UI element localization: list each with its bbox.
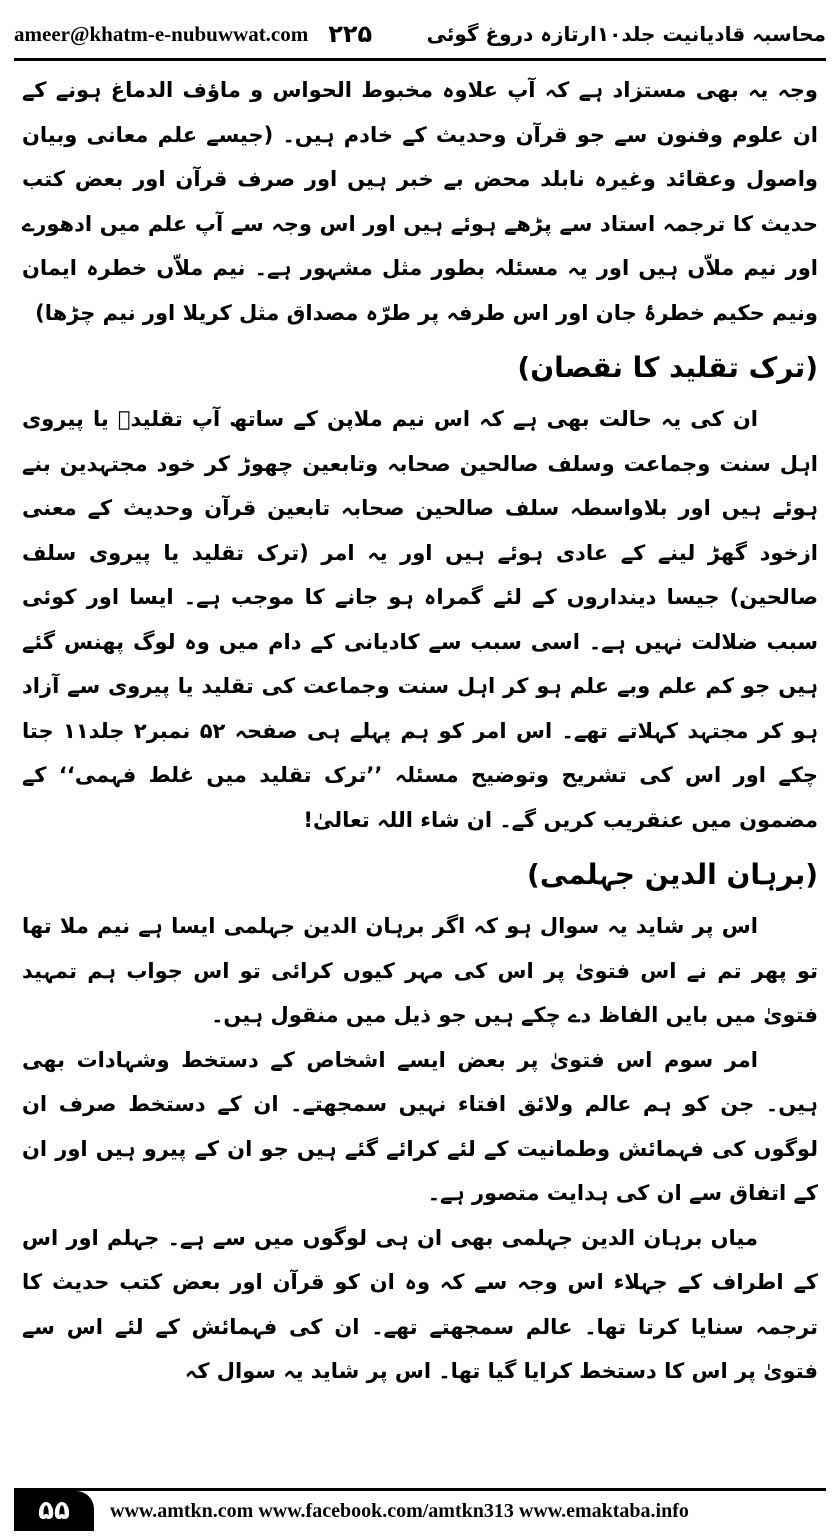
- section-heading-burhan: (برہان الدین جہلمی): [527, 858, 818, 891]
- header-left: [14, 20, 372, 48]
- page-body: [22, 68, 818, 1468]
- header-page-number: ۲۲۵: [328, 20, 373, 48]
- page-footer: [14, 1488, 826, 1531]
- section-heading-taqleed: (ترک تقلید کا نقصان): [517, 351, 818, 384]
- body-paragraph: امر سوم اس فتویٰ پر بعض ایسے اشخاص کے دستخط وشہادات بھی ہیں۔ جن کو ہم عالم ولائق افتاء نہیں سمجھتے۔ ان کے دستخط صرف ان لوگوں کی فہمائش وطمانیت کے لئے کرائے گئے ہیں جو ان کے پیرو ہیں اور ان کے اتفاق سے ان کی ہدایت متصور ہے۔: [22, 1047, 818, 1205]
- body-paragraph: میاں برہان الدین جہلمی بھی ان ہی لوگوں میں سے ہے۔ جہلم اور اس کے اطراف کے جہلاء اس وجہ سے کہ وہ ان کو قرآن اور بعض کتب حدیث کا ترجمہ سنایا کرتا تھا۔ عالم سمجھتے تھے۔ ان کی فہمائش کے لئے اس سے فتویٰ پر اس کا دستخط کرایا گیا تھا۔ اس پر شاید یہ سوال کہ: [22, 1225, 818, 1383]
- body-paragraph: اس پر شاید یہ سوال ہو کہ اگر برہان الدین جہلمی ایسا ہے نیم ملا تھا تو پھر تم نے اس فتویٰ پر اس کی مہر کیوں کرائی تو اس جواب ہم تمہید فتویٰ میں بایں الفاظ دے چکے ہیں جو ذیل میں منقول ہیں۔: [22, 914, 818, 1027]
- body-paragraph: ان کی یہ حالت بھی ہے کہ اس نیم ملاپن کے ساتھ آپ تقلیدؒ یا پیروی اہل سنت وجماعت وسلف صالحین صحابہ وتابعین چھوڑ کر خود مجتہدین بنے ہوئے ہیں اور بلاواسطہ سلف صالحین صحابہ تابعین قرآن وحدیث کے معنی ازخود گھڑ لینے کے عادی ہوئے ہیں اور یہ امر (ترک تقلید یا پیروی سلف صالحین) جیسا دینداروں کے لئے گمراہ ہو جانے کا موجب ہے۔ ایسا اور کوئی سبب ضلالت نہیں ہے۔ اسی سبب سے کادیانی کے دام میں وہ لوگ پھنس گئے ہیں جو کم علم وبے علم ہو کر اہل سنت وجماعت کی تقلید یا پیروی سے آزاد ہو کر مجتہد کہلاتے تھے۔ اس امر کو ہم پہلے ہی صفحہ ۵۲ نمبر۲ جلد۱۱ جتا چکے اور اس کی تشریح وتوضیح مسئلہ ’’ترک تقلید میں غلط فہمی‘‘ کے مضمون میں عنقریب کریں گے۔ ان شاء اللہ تعالیٰ!: [22, 407, 819, 832]
- body-paragraph: وجہ یہ بھی مستزاد ہے کہ آپ علاوہ مخبوط الحواس و ماؤف الدماغ ہونے کے ان علوم وفنون سے جو قرآن وحدیث کے خادم ہیں۔ (جیسے علم معانی وبیان واصول وعقائد وغیرہ نابلد محض بے خبر ہیں اور صرف قرآن اور بعض کتب حدیث کا ترجمہ استاد سے پڑھے ہوئے ہیں اور اس وجہ سے آپ علم میں ادھورے اور نیم ملاّں ہیں اور یہ مسئلہ بطور مثل مشہور ہے۔ نیم ملاّں خطرہ ایمان ونیم حکیم خطرۂ جان اور اس طرفہ پر طرّہ مصداق مثل کریلا اور نیم چڑھا): [22, 78, 818, 325]
- header-email: ameer@khatm-e-nubuwwat.com: [14, 21, 309, 46]
- page-header: [14, 10, 826, 61]
- footer-links: www.amtkn.com www.facebook.com/amtkn313 www.emaktaba.info: [110, 1499, 689, 1522]
- header-book-title: محاسبہ قادیانیت جلد۱۰ارتازہ دروغ گوئی: [426, 22, 826, 46]
- footer-page-number: ۵۵: [14, 1491, 94, 1531]
